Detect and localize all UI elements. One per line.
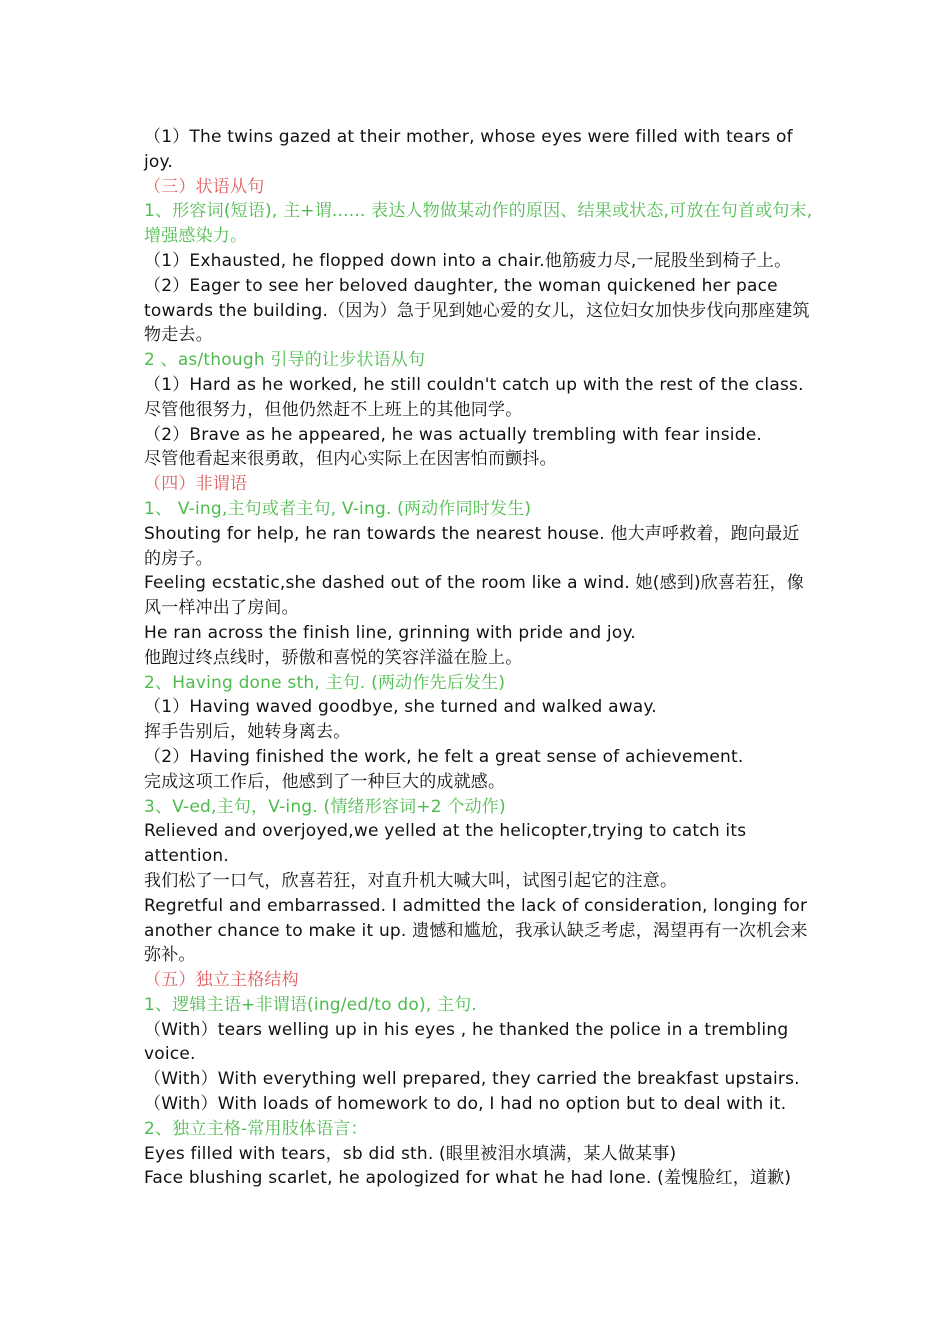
example-sentence: Relieved and overjoyed,we yelled at the helicopter,trying to catch its attention.: [144, 821, 747, 867]
example-sentence: （1）Hard as he worked, he still couldn't catch up with the rest of the class.: [144, 374, 804, 395]
example-sentence: （1）The twins gazed at their mother, whose eyes were filled with tears of joy.: [144, 127, 793, 172]
example-sentence: （With）tears welling up in his eyes , he thanked the police in a trembling voice.: [144, 1019, 789, 1065]
subsection-heading: 3、V-ed,主句，V-ing. (情绪形容词+2 个动作): [144, 796, 506, 817]
section-heading: （五）独立主格结构: [144, 970, 299, 991]
example-sentence: He ran across the finish line, grinning with pride and joy.: [144, 622, 636, 643]
example-sentence: （2）Brave as he appeared, he was actually trembling with fear inside.: [144, 424, 762, 445]
subsection-heading: 1、 V-ing,主句或者主句, V-ing. (两动作同时发生): [144, 498, 532, 519]
translation: 他跑过终点线时，骄傲和喜悦的笑容洋溢在脸上。: [144, 647, 523, 668]
subsection-heading: 1、形容词(短语), 主+谓...... 表达人物做某动作的原因、结果或状态,可放在句首或句末,增强感染力。: [144, 201, 813, 247]
example-sentence: Feeling ecstatic,she dashed out of the room like a wind. 她(感到)欣喜若狂，像风一样冲出了房间。: [144, 573, 805, 619]
section-heading: （三）状语从句: [144, 176, 265, 197]
example-sentence: （2）Eager to see her beloved daughter, the woman quickened her pace towards the building.（因为）急于见到她心爱的女儿，这位妇女加快步伐向那座建筑物走去。: [144, 275, 810, 346]
subsection-heading: 2 、as/though 引导的让步状语从句: [144, 350, 426, 371]
example-sentence: Eyes filled with tears，sb did sth. (眼里被泪水填满，某人做某事): [144, 1143, 677, 1164]
example-sentence: （1）Having waved goodbye, she turned and walked away.: [144, 697, 657, 718]
example-sentence: （With）With loads of homework to do, I had no option but to deal with it.: [144, 1094, 787, 1115]
example-sentence: （With）With everything well prepared, they carried the breakfast upstairs.: [144, 1069, 800, 1090]
subsection-heading: 1、逻辑主语+非谓语(ing/ed/to do), 主句.: [144, 994, 477, 1015]
document-page: [144, 125, 816, 1191]
example-sentence: （2）Having finished the work, he felt a great sense of achievement.: [144, 746, 744, 767]
example-sentence: （1）Exhausted, he flopped down into a chair.他筋疲力尽,一屁股坐到椅子上。: [144, 250, 792, 271]
example-sentence: Regretful and embarrassed. I admitted the lack of consideration, longing for another chance to make it up. 遗憾和尴尬，我承认缺乏考虑，渴望再有一次机会来弥补。: [144, 895, 808, 966]
example-sentence: Shouting for help, he ran towards the nearest house. 他大声呼救着，跑向最近的房子。: [144, 523, 800, 569]
example-sentence: Face blushing scarlet, he apologized for what he had lone. (羞愧脸红，道歉): [144, 1168, 792, 1189]
subsection-heading: 2、Having done sth, 主句. (两动作先后发生): [144, 672, 506, 693]
translation: 完成这项工作后，他感到了一种巨大的成就感。: [144, 771, 506, 792]
translation: 尽管他很努力，但他仍然赶不上班上的其他同学。: [144, 399, 523, 420]
subsection-heading: 2、独立主格-常用肢体语言：: [144, 1118, 368, 1139]
translation: 尽管他看起来很勇敢，但内心实际上在因害怕而颤抖。: [144, 449, 557, 470]
translation: 挥手告别后，她转身离去。: [144, 722, 351, 743]
section-heading: （四）非谓语: [144, 474, 248, 495]
translation: 我们松了一口气，欣喜若狂，对直升机大喊大叫，试图引起它的注意。: [144, 870, 678, 891]
